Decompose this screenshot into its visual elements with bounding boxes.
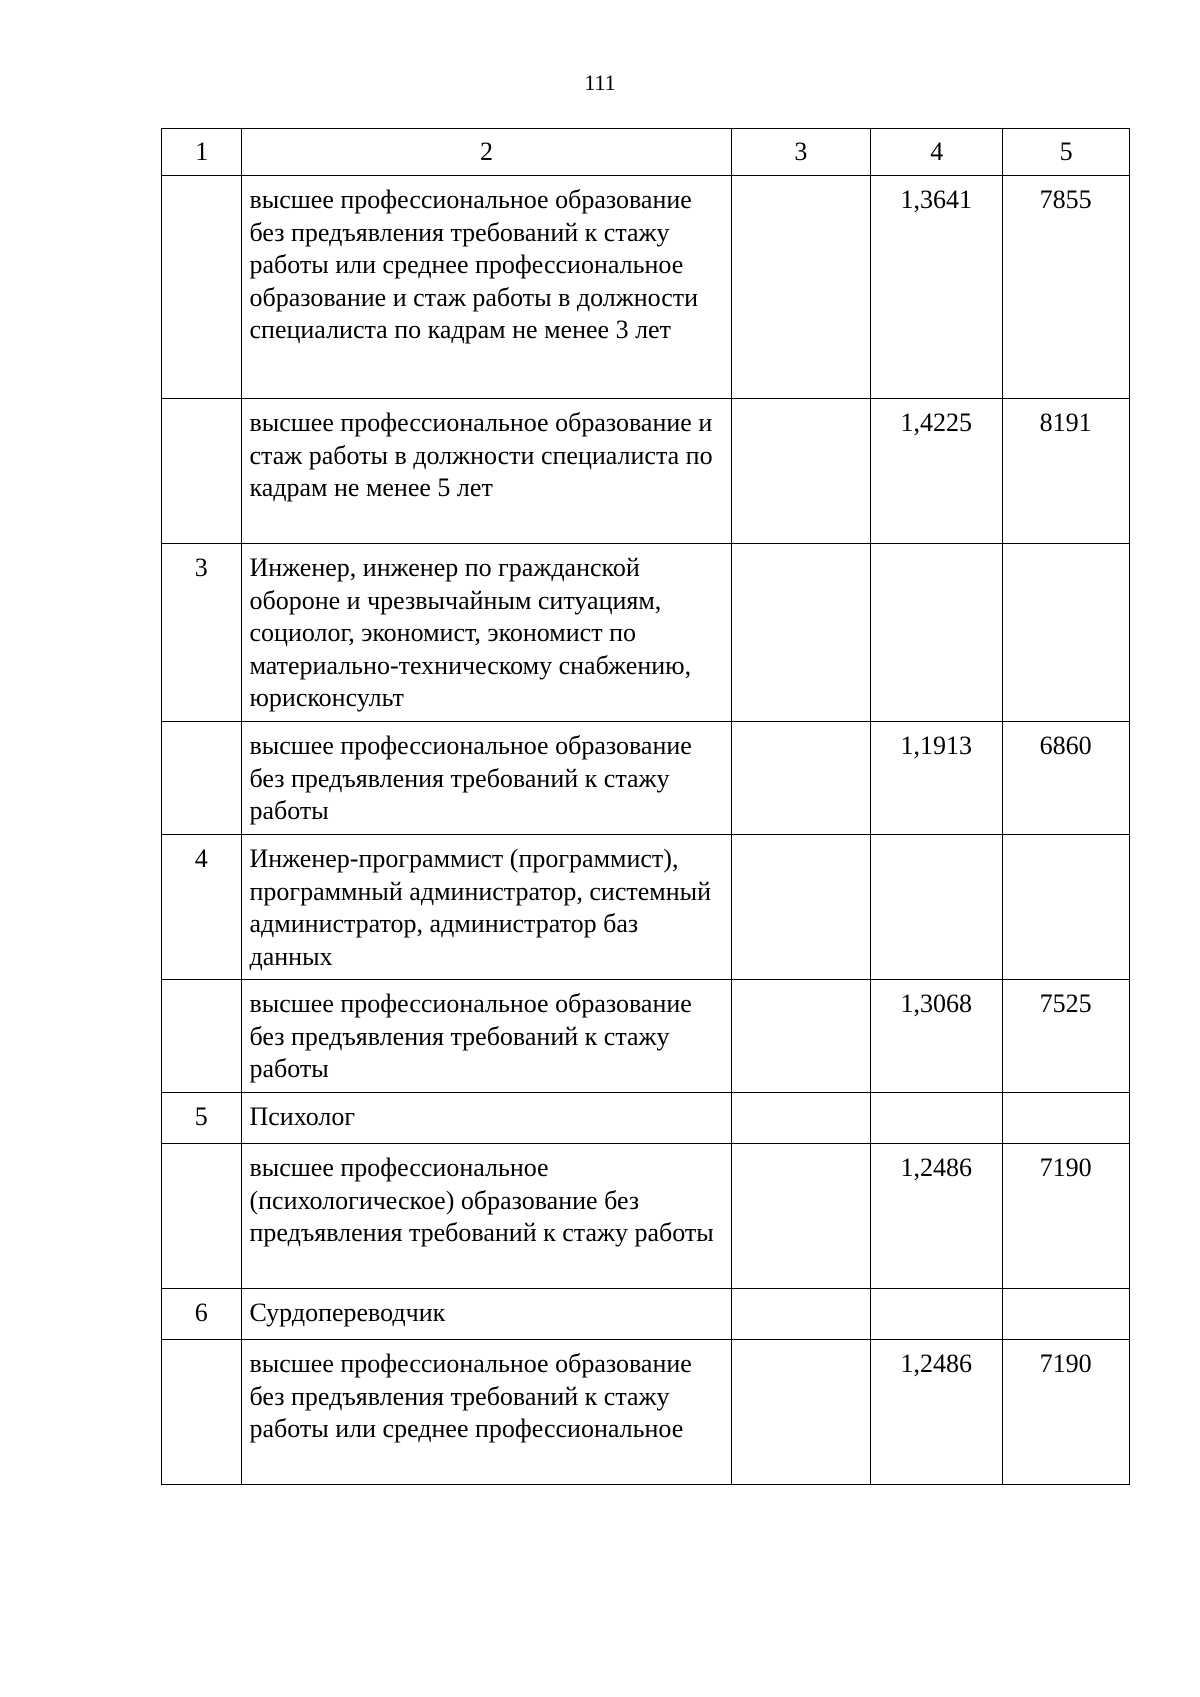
row-description-cell: Инженер, инженер по гражданской обороне и чрезвычайным ситуациям, социолог, экономист, экономист по материально-техническому снабжению, юрисконсульт [242, 544, 731, 722]
table-row [162, 980, 1130, 1093]
row-salary-cell: 7190 [1003, 1144, 1130, 1289]
table-row [162, 835, 1130, 980]
header-cell: 2 [242, 129, 731, 176]
table-row [162, 176, 1130, 399]
row-description-cell: высшее профессиональное образование без предъявления требований к стажу работы или среднее профессиональное образование и стаж работы в должности специалиста по кадрам не менее 3 лет [242, 176, 731, 399]
row-salary-cell: 7855 [1003, 176, 1130, 399]
row-col3-cell [731, 1093, 871, 1144]
row-col3-cell [731, 544, 871, 722]
row-description-cell: высшее профессиональное образование без предъявления требований к стажу работы [242, 980, 731, 1093]
row-coefficient-cell [871, 544, 1003, 722]
header-cell: 3 [731, 129, 871, 176]
row-coefficient-cell: 1,3641 [871, 176, 1003, 399]
row-coefficient-cell: 1,2486 [871, 1340, 1003, 1485]
row-number-cell [162, 1144, 242, 1289]
row-salary-cell [1003, 835, 1130, 980]
row-salary-cell: 7525 [1003, 980, 1130, 1093]
table-row [162, 544, 1130, 722]
row-description-cell: высшее профессиональное образование и стаж работы в должности специалиста по кадрам не менее 5 лет [242, 399, 731, 544]
row-description-cell: Сурдопереводчик [242, 1289, 731, 1340]
row-salary-cell [1003, 1093, 1130, 1144]
row-number-cell [162, 399, 242, 544]
row-salary-cell [1003, 544, 1130, 722]
row-salary-cell: 6860 [1003, 722, 1130, 835]
row-salary-cell: 8191 [1003, 399, 1130, 544]
row-description-cell: высшее профессиональное образование без предъявления требований к стажу работы или среднее профессиональное [242, 1340, 731, 1485]
row-coefficient-cell: 1,1913 [871, 722, 1003, 835]
table-row [162, 1093, 1130, 1144]
row-coefficient-cell: 1,3068 [871, 980, 1003, 1093]
row-col3-cell [731, 1144, 871, 1289]
row-description-cell: высшее профессиональное образование без предъявления требований к стажу работы [242, 722, 731, 835]
row-coefficient-cell [871, 835, 1003, 980]
table-header-row [162, 129, 1130, 176]
row-description-cell: Инженер-программист (программист), программный администратор, системный администратор, администратор баз данных [242, 835, 731, 980]
table-row [162, 1289, 1130, 1340]
row-coefficient-cell: 1,2486 [871, 1144, 1003, 1289]
row-number-cell [162, 722, 242, 835]
header-cell: 1 [162, 129, 242, 176]
table-row [162, 1144, 1130, 1289]
row-col3-cell [731, 1340, 871, 1485]
row-coefficient-cell [871, 1289, 1003, 1340]
row-salary-cell: 7190 [1003, 1340, 1130, 1485]
row-col3-cell [731, 399, 871, 544]
table-row [162, 722, 1130, 835]
header-cell: 5 [1003, 129, 1130, 176]
row-number-cell: 4 [162, 835, 242, 980]
row-col3-cell [731, 722, 871, 835]
row-col3-cell [731, 835, 871, 980]
row-col3-cell [731, 980, 871, 1093]
row-number-cell [162, 1340, 242, 1485]
row-coefficient-cell: 1,4225 [871, 399, 1003, 544]
row-coefficient-cell [871, 1093, 1003, 1144]
row-number-cell [162, 176, 242, 399]
row-description-cell: Психолог [242, 1093, 731, 1144]
header-cell: 4 [871, 129, 1003, 176]
row-number-cell [162, 980, 242, 1093]
table-row [162, 399, 1130, 544]
row-col3-cell [731, 1289, 871, 1340]
row-salary-cell [1003, 1289, 1130, 1340]
row-number-cell: 6 [162, 1289, 242, 1340]
table-row [162, 1340, 1130, 1485]
positions-table [161, 128, 1130, 1485]
page-number: 111 [584, 70, 616, 95]
row-number-cell: 3 [162, 544, 242, 722]
row-col3-cell [731, 176, 871, 399]
row-number-cell: 5 [162, 1093, 242, 1144]
row-description-cell: высшее профессиональное (психологическое) образование без предъявления требований к стажу работы [242, 1144, 731, 1289]
